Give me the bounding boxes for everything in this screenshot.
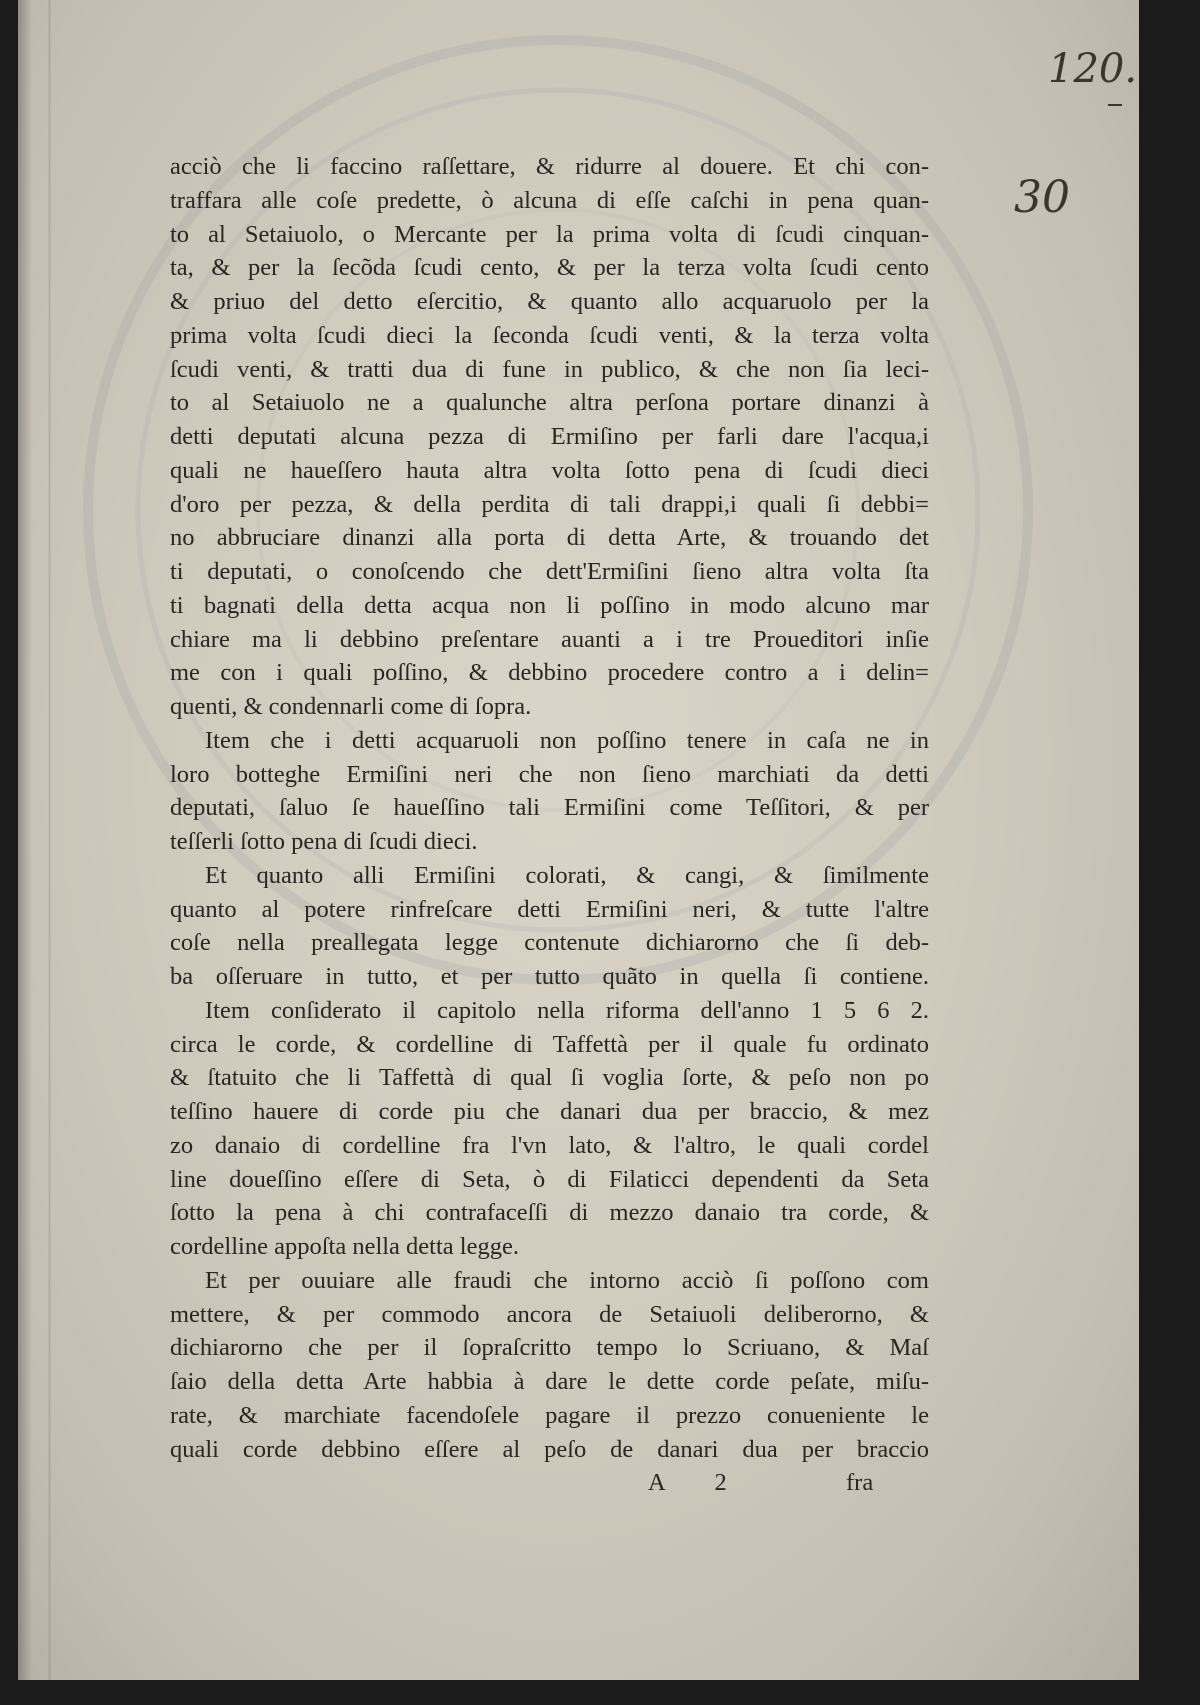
text-line: & ſtatuito che li Taffettà di qual ſi voglia ſorte, & peſo non po [170, 1064, 929, 1092]
paragraph-start-line: Et quanto alli Ermiſini colorati, & cangi, & ſimilmente [205, 861, 929, 889]
body-text [170, 150, 929, 1500]
handwritten-folio-number: 120. [1048, 46, 1138, 92]
text-line: zo danaio di cordelline fra l'vn lato, & l'altro, le quali cordel [170, 1131, 929, 1159]
text-line: line doueſſino eſſere di Seta, ò di Filaticci dependenti da Seta [170, 1165, 929, 1193]
text-line: ſaio della detta Arte habbia à dare le dette corde peſate, miſu- [170, 1368, 929, 1395]
paragraph-start-line: Item conſiderato il capitolo nella riforma dell'anno 1 5 6 2. [205, 996, 929, 1024]
text-line: d'oro per pezza, & della perdita di tali drappi,i quali ſi debbi= [170, 490, 929, 518]
text-line: acciò che li faccino raſſettare, & ridurre al douere. Et chi con- [170, 153, 929, 180]
text-line: rate, & marchiate facendoſele pagare il prezzo conueniente le [170, 1401, 929, 1429]
text-line: no abbruciare dinanzi alla porta di detta Arte, & trouando det [170, 524, 929, 552]
text-line: quali ne haueſſero hauta altra volta ſotto pena di ſcudi dieci [170, 456, 929, 484]
text-line: dichiarorno che per il ſopraſcritto tempo lo Scriuano, & Maſ [170, 1334, 929, 1362]
text-line: to al Setaiuolo, o Mercante per la prima volta di ſcudi cinquan- [170, 220, 929, 248]
text-line: to al Setaiuolo ne a qualunche altra perſona portare dinanzi à [170, 389, 929, 417]
text-line: loro botteghe Ermiſini neri che non ſieno marchiati da detti [170, 760, 929, 788]
text-line: teſſerli ſotto pena di ſcudi dieci. [170, 828, 478, 855]
text-line: me con i quali poſſino, & debbino procedere contro a i delin= [170, 659, 929, 687]
text-line: quali corde debbino eſſere al peſo de danari dua per braccio [170, 1435, 929, 1463]
signature-mark: A 2 [648, 1469, 749, 1497]
catchword: fra [846, 1469, 874, 1497]
paragraph-start-line: Item che i detti acquaruoli non poſſino tenere in caſa ne in [205, 726, 929, 754]
text-line: ſcudi venti, & tratti dua di fune in publico, & che non ſia leci- [170, 355, 929, 383]
text-line: chiare ma li debbino preſentare auanti a i tre Proueditori inſie [170, 625, 929, 653]
text-line: quanto al potere rinfreſcare detti Ermiſini neri, & tutte l'altre [170, 895, 929, 923]
text-line: coſe nella preallegata legge contenute dichiarorno che ſi deb- [170, 929, 929, 957]
text-line: circa le corde, & cordelline di Taffettà per il quale fu ordinato [170, 1030, 929, 1058]
page-crease [48, 0, 51, 1680]
text-line: ba oſſeruare in tutto, et per tutto quãto in quella ſi contiene. [170, 963, 929, 990]
text-line: ti bagnati della detta acqua non li poſſino in modo alcuno mar [170, 591, 929, 619]
text-line: prima volta ſcudi dieci la ſeconda ſcudi venti, & la terza volta [170, 321, 929, 349]
text-line: ti deputati, o conoſcendo che dett'Ermiſini ſieno altra volta ſta [170, 558, 929, 585]
text-line: ſotto la pena à chi contrafaceſſi di mezzo danaio tra corde, & [170, 1199, 929, 1227]
text-line: & priuo del detto eſercitio, & quanto allo acquaruolo per la [170, 288, 929, 315]
text-line: quenti, & condennarli come di ſopra. [170, 693, 532, 720]
text-line: ta, & per la ſecõda ſcudi cento, & per la terza volta ſcudi cento [170, 254, 929, 282]
handwritten-marginal-number: 30 [1014, 172, 1070, 223]
page-footer [170, 1466, 929, 1500]
text-line: mettere, & per commodo ancora de Setaiuoli deliberorno, & [170, 1300, 929, 1328]
folio-underline [1108, 104, 1122, 106]
text-line: detti deputati alcuna pezza di Ermiſino per farli dare l'acqua,i [170, 423, 929, 450]
text-line: teſſino hauere di corde piu che danari dua per braccio, & mez [170, 1098, 929, 1125]
text-line: traffara alle coſe predette, ò alcuna di eſſe caſchi in pena quan- [170, 186, 929, 214]
paper-sheet [18, 0, 1139, 1680]
text-line: deputati, ſaluo ſe haueſſino tali Ermiſini come Teſſitori, & per [170, 794, 929, 822]
paragraph-start-line: Et per ouuiare alle fraudi che intorno acciò ſi poſſono com [205, 1266, 929, 1294]
text-line: cordelline appoſta nella detta legge. [170, 1233, 519, 1260]
binding-shadow [18, 0, 32, 1680]
